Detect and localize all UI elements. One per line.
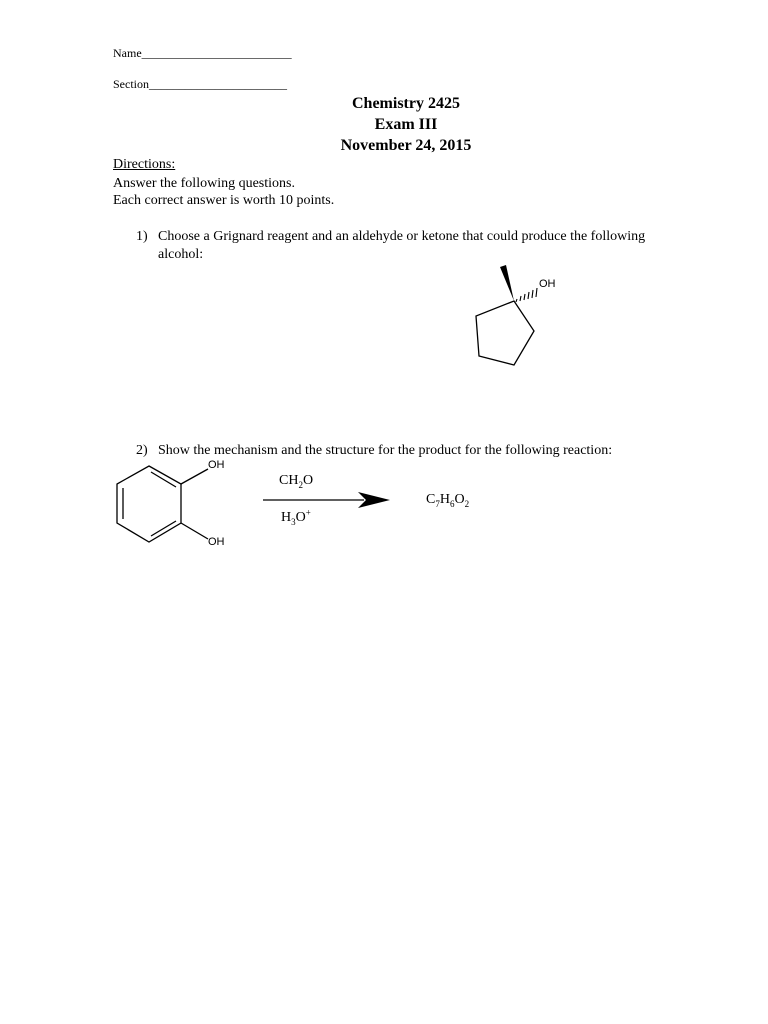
directions-line-1: Answer the following questions. bbox=[113, 176, 295, 191]
reagent-below-arrow bbox=[281, 509, 311, 526]
reagent-above-sub: 2 bbox=[298, 479, 303, 490]
reagent-above-base: CH bbox=[279, 473, 299, 488]
question-2-oh-top-label: OH bbox=[208, 459, 225, 471]
reagent-below-mid: O bbox=[295, 510, 306, 525]
question-2-text: Show the mechanism and the structure for the product for the following reaction: bbox=[158, 443, 613, 458]
section-blank: _______________________ bbox=[149, 77, 287, 91]
question-1-text-line-1: Choose a Grignard reagent and an aldehyde or ketone that could produce the following bbox=[158, 229, 646, 244]
question-1-text-line-2: alcohol: bbox=[158, 247, 204, 262]
name-label: Name bbox=[113, 46, 142, 60]
reagent-below-sup: + bbox=[305, 507, 311, 518]
section-label: Section bbox=[113, 77, 149, 91]
reagent-above-arrow bbox=[279, 472, 313, 489]
question-1-oh-label: OH bbox=[539, 278, 556, 290]
product-o-sub: 2 bbox=[464, 498, 470, 509]
directions-line-2: Each correct answer is worth 10 points. bbox=[113, 193, 335, 208]
reagent-below-sub: 3 bbox=[291, 516, 296, 527]
question-2-number: 2) bbox=[136, 443, 148, 458]
product-o: O bbox=[454, 492, 465, 507]
exam-title: Exam III bbox=[374, 116, 438, 133]
product-formula bbox=[426, 491, 469, 508]
course-title: Chemistry 2425 bbox=[352, 95, 460, 112]
directions-heading: Directions: bbox=[113, 157, 176, 172]
oh-bond-top bbox=[181, 469, 208, 484]
reaction-arrow bbox=[263, 492, 390, 508]
product-h-sub: 6 bbox=[449, 498, 455, 509]
product-c-sub: 7 bbox=[435, 498, 440, 509]
question-2-oh-bottom-label: OH bbox=[208, 536, 225, 548]
product-c: C bbox=[426, 492, 436, 507]
benzene-ring bbox=[117, 466, 181, 542]
question-1-number: 1) bbox=[136, 229, 148, 244]
reagent-below-base: H bbox=[281, 510, 292, 525]
product-h: H bbox=[439, 492, 450, 507]
reagent-above-tail: O bbox=[302, 473, 314, 488]
name-blank: _________________________ bbox=[141, 46, 292, 60]
exam-date: November 24, 2015 bbox=[340, 137, 472, 154]
oh-bond-bottom bbox=[181, 523, 208, 539]
